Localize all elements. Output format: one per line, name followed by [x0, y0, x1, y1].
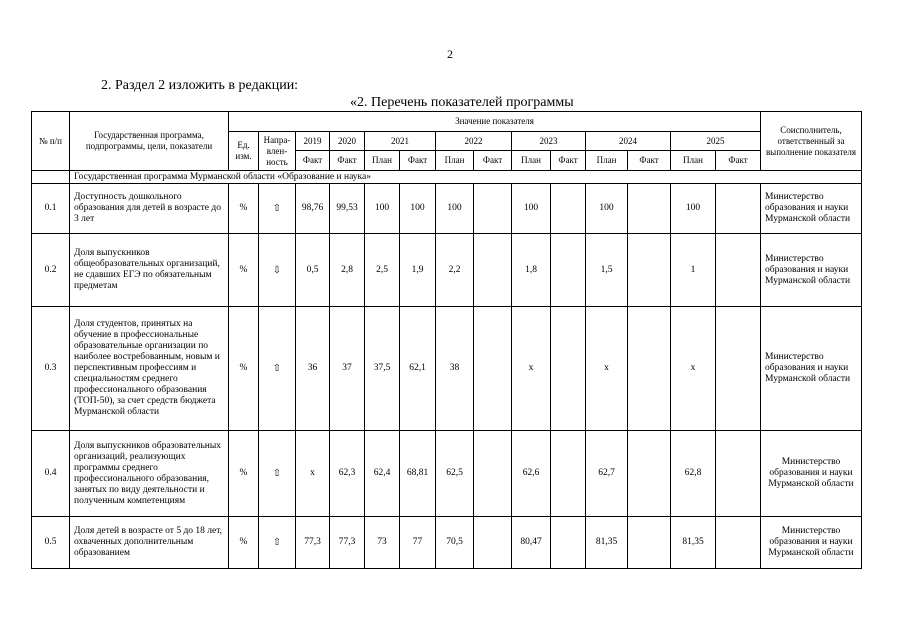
- header-year: 2022: [436, 132, 512, 151]
- row-num: 0.3: [32, 307, 70, 431]
- table-row: [32, 234, 862, 307]
- row-value: [474, 517, 512, 569]
- row-value: [716, 431, 761, 517]
- row-value: [628, 234, 671, 307]
- row-executor: Министерство образования и науки Мурманской области: [761, 517, 862, 569]
- row-value: [716, 184, 761, 234]
- header-sub: Факт: [400, 151, 436, 171]
- row-name: Доступность дошкольного образования для детей в возрасте до 3 лет: [70, 184, 229, 234]
- row-num: 0.5: [32, 517, 70, 569]
- row-value: 77,3: [330, 517, 365, 569]
- row-value: 100: [671, 184, 716, 234]
- row-value: [551, 234, 586, 307]
- row-value: 1: [671, 234, 716, 307]
- row-unit: %: [229, 431, 259, 517]
- header-unit: Ед. изм.: [229, 132, 259, 171]
- row-value: 62,8: [671, 431, 716, 517]
- row-unit: %: [229, 307, 259, 431]
- row-value: [628, 184, 671, 234]
- row-value: 99,53: [330, 184, 365, 234]
- row-value: [551, 517, 586, 569]
- row-value: [474, 431, 512, 517]
- arrow-down-icon: ⇩: [259, 234, 296, 307]
- row-value: 70,5: [436, 517, 474, 569]
- row-value: 81,35: [586, 517, 628, 569]
- row-value: 77,3: [296, 517, 330, 569]
- row-value: 62,1: [400, 307, 436, 431]
- row-value: 2,2: [436, 234, 474, 307]
- row-value: 100: [400, 184, 436, 234]
- header-sub: План: [512, 151, 551, 171]
- row-executor: Министерство образования и науки Мурманской области: [761, 431, 862, 517]
- header-year: 2021: [365, 132, 436, 151]
- table-row: [32, 517, 862, 569]
- row-name: Доля студентов, принятых на обучение в профессиональные образовательные организации по наиболее востребованным, новым и перспективным профессиям и специальностям среднего профессионального образования (ТОП-50), за счет средств бюджета Мурманской области: [70, 307, 229, 431]
- row-unit: %: [229, 517, 259, 569]
- row-value: [716, 307, 761, 431]
- row-executor: Министерство образования и науки Мурманской области: [761, 184, 862, 234]
- row-executor: Министерство образования и науки Мурманской области: [761, 234, 862, 307]
- arrow-up-icon: ⇧: [259, 184, 296, 234]
- page-number: 2: [447, 47, 453, 61]
- row-value: 98,76: [296, 184, 330, 234]
- row-num: 0.4: [32, 431, 70, 517]
- header-sub: Факт: [551, 151, 586, 171]
- header-sub: Факт: [330, 151, 365, 171]
- row-value: x: [296, 431, 330, 517]
- row-value: [628, 517, 671, 569]
- arrow-up-icon: ⇧: [259, 517, 296, 569]
- row-value: 62,4: [365, 431, 400, 517]
- header-sub: План: [436, 151, 474, 171]
- arrow-up-icon: ⇧: [259, 307, 296, 431]
- program-row: Государственная программа Мурманской области «Образование и наука»: [70, 171, 862, 184]
- indicators-table: [31, 111, 862, 569]
- header-direction: Напра-влен-ность: [259, 132, 296, 171]
- row-value: [716, 234, 761, 307]
- row-value: 0,5: [296, 234, 330, 307]
- arrow-up-icon: ⇧: [259, 431, 296, 517]
- row-value: 68,81: [400, 431, 436, 517]
- header-values-group: Значение показателя: [229, 112, 761, 132]
- row-name: Доля выпускников общеобразовательных организаций, не сдавших ЕГЭ по обязательным предметам: [70, 234, 229, 307]
- table-row: [32, 307, 862, 431]
- row-value: [551, 307, 586, 431]
- row-value: [551, 184, 586, 234]
- row-name: Доля детей в возрасте от 5 до 18 лет, охваченных дополнительным образованием: [70, 517, 229, 569]
- row-value: 100: [512, 184, 551, 234]
- row-unit: %: [229, 184, 259, 234]
- row-value: 38: [436, 307, 474, 431]
- row-value: 2,8: [330, 234, 365, 307]
- row-value: [474, 184, 512, 234]
- row-value: 36: [296, 307, 330, 431]
- program-row-num-cell: [32, 171, 70, 184]
- row-value: [716, 517, 761, 569]
- row-value: 37,5: [365, 307, 400, 431]
- row-name: Доля выпускников образовательных организаций, реализующих программы среднего профессионального образования, занятых по виду деятельности и полученным компетенциям: [70, 431, 229, 517]
- row-value: [628, 431, 671, 517]
- row-executor: Министерство образования и науки Мурманской области: [761, 307, 862, 431]
- header-sub: Факт: [474, 151, 512, 171]
- header-year: 2020: [330, 132, 365, 151]
- row-value: 37: [330, 307, 365, 431]
- header-sub: План: [365, 151, 400, 171]
- header-sub: План: [671, 151, 716, 171]
- row-value: 1,8: [512, 234, 551, 307]
- header-year: 2025: [671, 132, 761, 151]
- header-year: 2023: [512, 132, 586, 151]
- row-value: 1,9: [400, 234, 436, 307]
- row-value: 100: [365, 184, 400, 234]
- header-name: Государственная программа, подпрограммы, цели, показатели: [70, 112, 229, 171]
- header-sub: Факт: [628, 151, 671, 171]
- table-row: [32, 431, 862, 517]
- row-num: 0.1: [32, 184, 70, 234]
- header-num: № п/п: [32, 112, 70, 171]
- row-value: [474, 307, 512, 431]
- row-value: [474, 234, 512, 307]
- table-row: [32, 184, 862, 234]
- row-value: 100: [436, 184, 474, 234]
- header-sub: План: [586, 151, 628, 171]
- row-value: x: [512, 307, 551, 431]
- row-value: 77: [400, 517, 436, 569]
- row-value: 62,5: [436, 431, 474, 517]
- header-executor: Соисполнитель, ответственный за выполнение показателя: [761, 112, 862, 171]
- header-year: 2019: [296, 132, 330, 151]
- row-value: 1,5: [586, 234, 628, 307]
- row-value: 62,7: [586, 431, 628, 517]
- row-value: x: [671, 307, 716, 431]
- row-value: 100: [586, 184, 628, 234]
- table-title: «2. Перечень показателей программы: [350, 95, 574, 110]
- row-unit: %: [229, 234, 259, 307]
- header-sub: Факт: [296, 151, 330, 171]
- row-value: 2,5: [365, 234, 400, 307]
- header-sub: Факт: [716, 151, 761, 171]
- row-value: 81,35: [671, 517, 716, 569]
- row-value: x: [586, 307, 628, 431]
- row-value: [628, 307, 671, 431]
- row-value: 62,3: [330, 431, 365, 517]
- row-value: 80,47: [512, 517, 551, 569]
- row-value: 73: [365, 517, 400, 569]
- row-value: [551, 431, 586, 517]
- row-num: 0.2: [32, 234, 70, 307]
- header-year: 2024: [586, 132, 671, 151]
- row-value: 62,6: [512, 431, 551, 517]
- section-heading: 2. Раздел 2 изложить в редакции:: [101, 78, 299, 93]
